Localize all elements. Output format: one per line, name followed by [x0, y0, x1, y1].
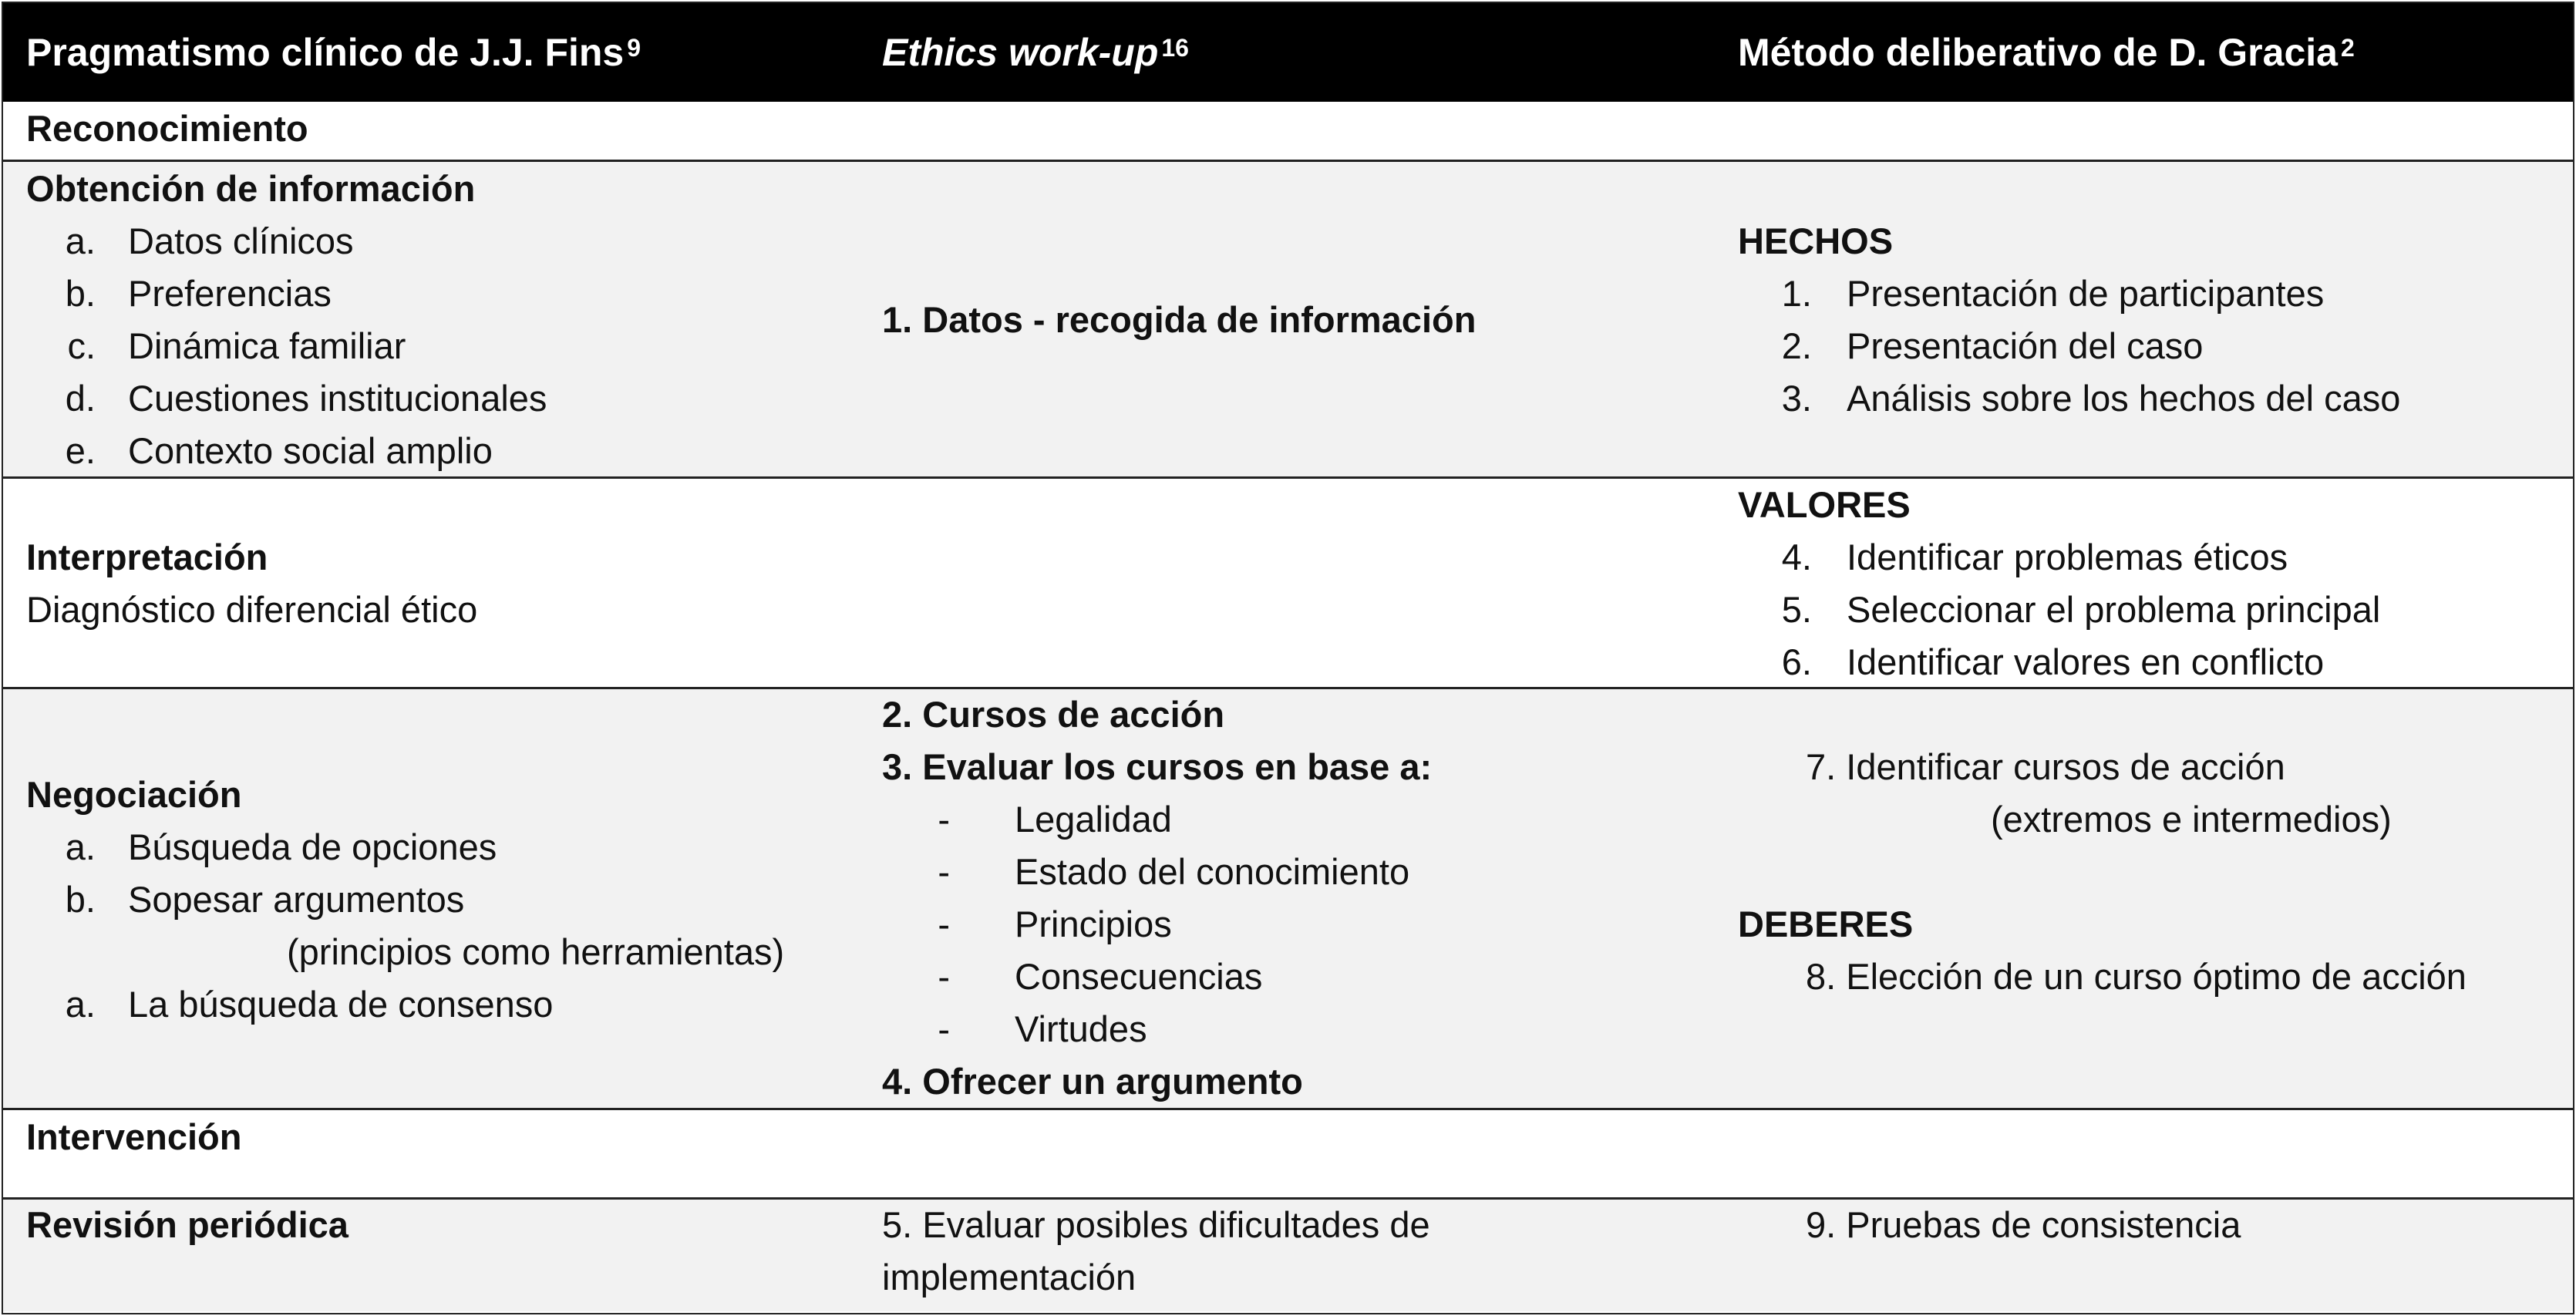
reference-number: 9 — [627, 34, 641, 62]
phase-interpretacion: Interpretación — [26, 537, 268, 577]
list-item: - Consecuencias — [938, 956, 1263, 997]
column-header-ethics-workup: Ethics work-up $^{16}$ — [882, 31, 1189, 74]
list-item: b. Preferencias — [65, 273, 332, 314]
column-header-gracia: Método deliberativo de D. Gracia $^2$ — [1738, 31, 2355, 74]
phase-reconocimiento: Reconocimiento — [26, 108, 308, 149]
list-item: a. Búsqueda de opciones — [65, 826, 497, 867]
step-eleccion-curso: 8. Elección de un curso óptimo de acción — [1806, 956, 2467, 997]
step-identificar-cursos: 7. Identificar cursos de acción — [1806, 746, 2285, 787]
step-evaluar-dificultades-cont: implementación — [882, 1257, 1136, 1297]
list-item: 6. Identificar valores en conflicto — [1781, 641, 2325, 682]
list-item: b. Sopesar argumentos — [65, 879, 465, 920]
list-item: c. Dinámica familiar — [67, 325, 406, 366]
list-item: d. Cuestiones institucionales — [65, 378, 547, 419]
step-datos: 1. Datos - recogida de información — [882, 299, 1477, 340]
list-item: 1. Presentación de participantes — [1781, 273, 2325, 314]
reference-number: 16 — [1161, 34, 1189, 62]
list-item: - Virtudes — [938, 1008, 1147, 1049]
list-item: 3. Análisis sobre los hechos del caso — [1781, 378, 2401, 419]
list-item: - Estado del conocimiento — [938, 851, 1410, 892]
list-item: - Legalidad — [938, 799, 1172, 840]
step-evaluar-dificultades: 5. Evaluar posibles dificultades de — [882, 1204, 1430, 1245]
list-item: 2. Presentación del caso — [1781, 325, 2204, 366]
phase-revision: Revisión periódica — [26, 1204, 349, 1245]
list-item: 5. Seleccionar el problema principal — [1781, 589, 2381, 630]
list-item: a. La búsqueda de consenso — [65, 984, 554, 1025]
section-heading-deberes: DEBERES — [1738, 904, 1914, 944]
step-identificar-cursos-note: (extremos e intermedios) — [1991, 799, 2392, 840]
step-pruebas-consistencia: 9. Pruebas de consistencia — [1806, 1204, 2241, 1245]
list-item: e. Contexto social amplio — [65, 430, 493, 471]
step-evaluar-cursos: 3. Evaluar los cursos en base a: — [882, 746, 1433, 787]
reference-number: 2 — [2340, 34, 2355, 62]
list-item: - Principios — [938, 904, 1172, 944]
column-header-fins: Pragmatismo clínico de J.J. Fins $^9$ — [26, 31, 641, 74]
section-heading-hechos: HECHOS — [1738, 220, 1894, 261]
phase-negociacion: Negociación — [26, 774, 242, 815]
interpretation-text: Diagnóstico diferencial ético — [26, 589, 478, 630]
list-item-note: (principios como herramientas) — [287, 931, 785, 972]
step-cursos-accion: 2. Cursos de acción — [882, 694, 1225, 735]
section-heading-valores: VALORES — [1738, 484, 1911, 525]
list-item: a. Datos clínicos — [65, 220, 354, 261]
list-item: 4. Identificar problemas éticos — [1781, 537, 2288, 577]
phase-intervencion: Intervención — [26, 1116, 242, 1157]
step-ofrecer-argumento: 4. Ofrecer un argumento — [882, 1061, 1303, 1102]
phase-obtencion: Obtención de información — [26, 168, 476, 209]
